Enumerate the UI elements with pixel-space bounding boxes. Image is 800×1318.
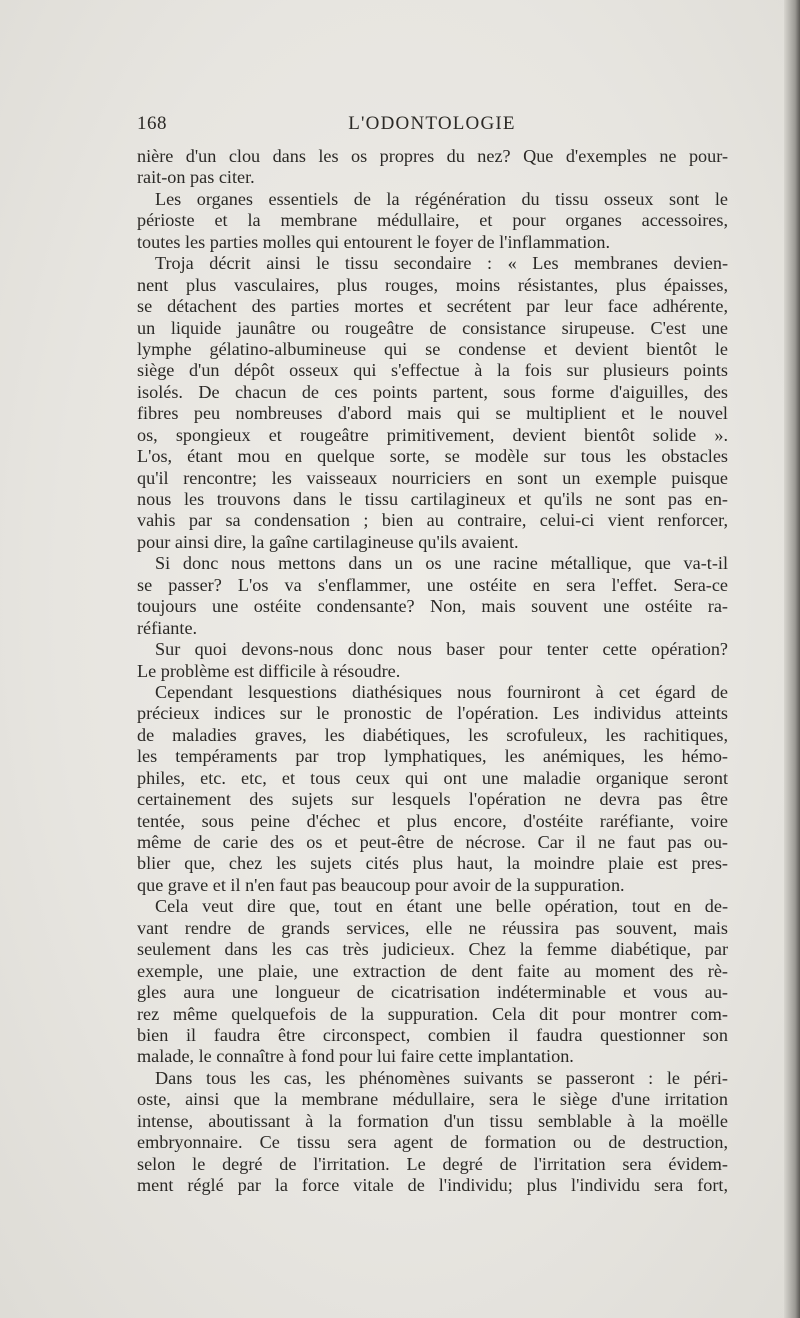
text-line: selon le degré de l'irritation. Le degré de l'irritation sera évidem- [137, 1153, 728, 1174]
text-line: Le problème est difficile à résoudre. [137, 660, 401, 681]
text-line: embryonnaire. Ce tissu sera agent de formation ou de destruction, [137, 1132, 728, 1153]
text-line: fibres peu nombreuses d'abord mais qui se multiplient et le nouvel [137, 403, 728, 424]
text-line: Sur quoi devons-nous donc nous baser pour tenter cette opération? [155, 639, 728, 660]
text-line: pour ainsi dire, la gaîne cartilagineuse qu'ils avaient. [137, 531, 519, 552]
paragraph [137, 1068, 728, 1197]
page-number: 168 [137, 113, 167, 134]
text-line: précieux indices sur le pronostic de l'opération. Les individus atteints [137, 703, 728, 724]
text-line: vahis par sa condensation ; bien au contraire, celui-ci vient renforcer, [137, 510, 728, 531]
text-line: même de carie des os et peut-être de nécrose. Car il ne faut pas ou- [137, 832, 728, 852]
text-line: gles aura une longueur de cicatrisation indéterminable et vous au- [137, 982, 728, 1003]
paragraph [137, 682, 728, 896]
text-line: Cela veut dire que, tout en étant une belle opération, tout en de- [155, 896, 728, 917]
text-line: exemple, une plaie, une extraction de dent faite au moment des rè- [137, 960, 728, 981]
text-line: lymphe gélatino-albumineuse qui se condense et devient bientôt le [137, 338, 728, 359]
text-line: les tempéraments par trop lymphatiques, les anémiques, les hémo- [137, 746, 728, 767]
text-line: se passer? L'os va s'enflammer, une ostéite en sera l'effet. Sera-ce [137, 574, 728, 595]
text-line: L'os, étant mou en quelque sorte, se modèle sur tous les obstacles [137, 446, 728, 467]
text-line: ment réglé par la force vitale de l'individu; plus l'individu sera fort, [137, 1175, 728, 1195]
text-line: bien il faudra être circonspect, combien il faudra questionner son [137, 1024, 728, 1045]
text-line: Troja décrit ainsi le tissu secondaire : « Les membranes devien- [155, 253, 728, 274]
paragraph [137, 639, 728, 682]
text-line: siège d'un dépôt osseux qui s'effectue à la fois sur plusieurs points [137, 360, 728, 381]
text-line: isolés. De chacun de ces points partent, sous forme d'aiguilles, des [137, 381, 728, 402]
text-line: tentée, sous peine d'échec et plus encore, d'ostéite raréfiante, voire [137, 810, 728, 831]
text-line: que grave et il n'en faut pas beaucoup pour avoir de la suppuration. [137, 874, 625, 895]
text-line: certainement des sujets sur lesquels l'opération ne devra pas être [137, 789, 728, 810]
text-line: rait-on pas citer. [137, 167, 255, 188]
text-line: périoste et la membrane médullaire, et pour organes accessoires, [137, 210, 728, 231]
text-line: oste, ainsi que la membrane médullaire, sera le siège d'une irritation [137, 1089, 728, 1110]
page-edge-shadow [784, 0, 800, 1318]
text-line: rez même quelquefois de la suppuration. Cela dit pour montrer com- [137, 1003, 728, 1024]
text-line: os, spongieux et rougeâtre primitivement, devient bientôt solide ». [137, 424, 728, 445]
text-line: qu'il rencontre; les vaisseaux nourriciers en sont un exemple puisque [137, 467, 728, 488]
paragraph [137, 896, 728, 1068]
running-title: L'ODONTOLOGIE [348, 113, 516, 134]
text-line: de maladies graves, les diabétiques, les scrofuleux, les rachitiques, [137, 724, 728, 745]
text-line: nous les trouvons dans le tissu cartilagineux et qu'ils ne sont pas en- [137, 489, 728, 509]
text-line: intense, aboutissant à la formation d'un tissu semblable à la moëlle [137, 1110, 728, 1131]
paragraph [137, 253, 728, 553]
text-line: Dans tous les cas, les phénomènes suivants se passeront : le péri- [155, 1067, 728, 1088]
text-line: se détachent des parties mortes et secrétent par leur face adhérente, [137, 296, 728, 317]
text-line: nière d'un clou dans les os propres du nez? Que d'exemples ne pour- [137, 146, 728, 166]
text-line: réfiante. [137, 617, 198, 638]
paragraph [137, 553, 728, 639]
text-line: Si donc nous mettons dans un os une racine métallique, que va-t-il [155, 553, 728, 574]
paragraph [137, 146, 728, 189]
text-line: blier que, chez les sujets cités plus haut, la moindre plaie est pres- [137, 853, 728, 874]
body-text [137, 146, 728, 1196]
text-line: seulement dans les cas très judicieux. Chez la femme diabétique, par [137, 939, 728, 960]
text-line: malade, le connaître à fond pour lui faire cette implantation. [137, 1046, 574, 1067]
text-line: un liquide jaunâtre ou rougeâtre de consistance sirupeuse. C'est une [137, 317, 728, 338]
page-header [137, 113, 727, 143]
text-line: vant rendre de grands services, elle ne réussira pas souvent, mais [137, 917, 728, 938]
text-line: philes, etc. etc, et tous ceux qui ont une maladie organique seront [137, 767, 728, 788]
text-line: nent plus vasculaires, plus rouges, moins résistantes, plus épaisses, [137, 274, 728, 295]
text-line: toujours une ostéite condensante? Non, mais souvent une ostéite ra- [137, 596, 728, 617]
text-line: Les organes essentiels de la régénération du tissu osseux sont le [155, 188, 728, 209]
paragraph [137, 189, 728, 253]
text-line: toutes les parties molles qui entourent le foyer de l'inflammation. [137, 231, 610, 252]
text-line: Cependant lesquestions diathésiques nous fourniront à cet égard de [155, 681, 728, 702]
